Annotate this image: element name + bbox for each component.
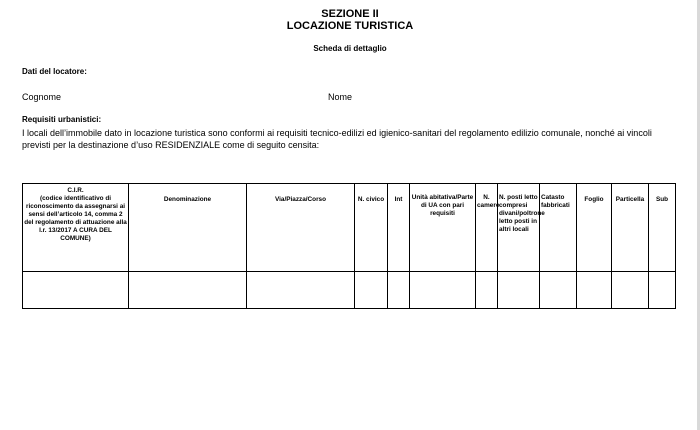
detail-table (22, 183, 676, 309)
table-header-row (23, 184, 676, 272)
col-posti-letto: N. posti letto compresi divani/poltrone letto posti in altri locali (498, 184, 540, 272)
col-sub: Sub (649, 184, 676, 272)
table-row (23, 272, 676, 309)
col-civico: N. civico (355, 184, 388, 272)
cell-particella[interactable] (612, 272, 649, 309)
cell-sub[interactable] (649, 272, 676, 309)
urban-heading: Requisiti urbanistici: (22, 115, 102, 124)
col-catasto: Catasto fabbricati (540, 184, 577, 272)
cell-camere[interactable] (476, 272, 498, 309)
cell-posti-letto[interactable] (498, 272, 540, 309)
cell-civico[interactable] (355, 272, 388, 309)
col-foglio: Foglio (577, 184, 612, 272)
landlord-heading: Dati del locatore: (22, 67, 87, 76)
cell-unita[interactable] (410, 272, 476, 309)
col-cir-detail: (codice identificativo di riconoscimento da assegnarsi ai sensi dell’articolo 14, comma 2 del regolamento di attuazione alla l.r. 13/2017 A CURA DEL COMUNE) (24, 195, 127, 242)
col-int: Int (388, 184, 410, 272)
cell-via[interactable] (247, 272, 355, 309)
col-denominazione: Denominazione (129, 184, 247, 272)
name-label: Nome (328, 92, 353, 102)
col-cir (23, 184, 129, 272)
cell-foglio[interactable] (577, 272, 612, 309)
col-particella: Particella (612, 184, 649, 272)
section-title: SEZIONE II (321, 8, 379, 20)
document-title: LOCAZIONE TURISTICA (286, 20, 414, 32)
document-subtitle: Scheda di dettaglio (313, 44, 387, 53)
col-unita: Unità abitativa/Parte di UA con pari requisiti (410, 184, 476, 272)
col-camere: N. camere (476, 184, 498, 272)
cell-catasto[interactable] (540, 272, 577, 309)
cell-denominazione[interactable] (129, 272, 247, 309)
cell-int[interactable] (388, 272, 410, 309)
urban-requirements-text: I locali dell’immobile dato in locazione turistica sono conformi ai requisiti tecnico-edilizi ed igienico-sanitari del regolamento edilizio comunale, nonché ai vincoli previsti per la destinazione d’uso RESIDENZIALE come di seguito censita: (22, 128, 652, 150)
cell-cir[interactable] (23, 272, 129, 309)
col-cir-title: C.I.R. (67, 187, 84, 194)
col-via: Via/Piazza/Corso (247, 184, 355, 272)
surname-label: Cognome (22, 92, 62, 102)
